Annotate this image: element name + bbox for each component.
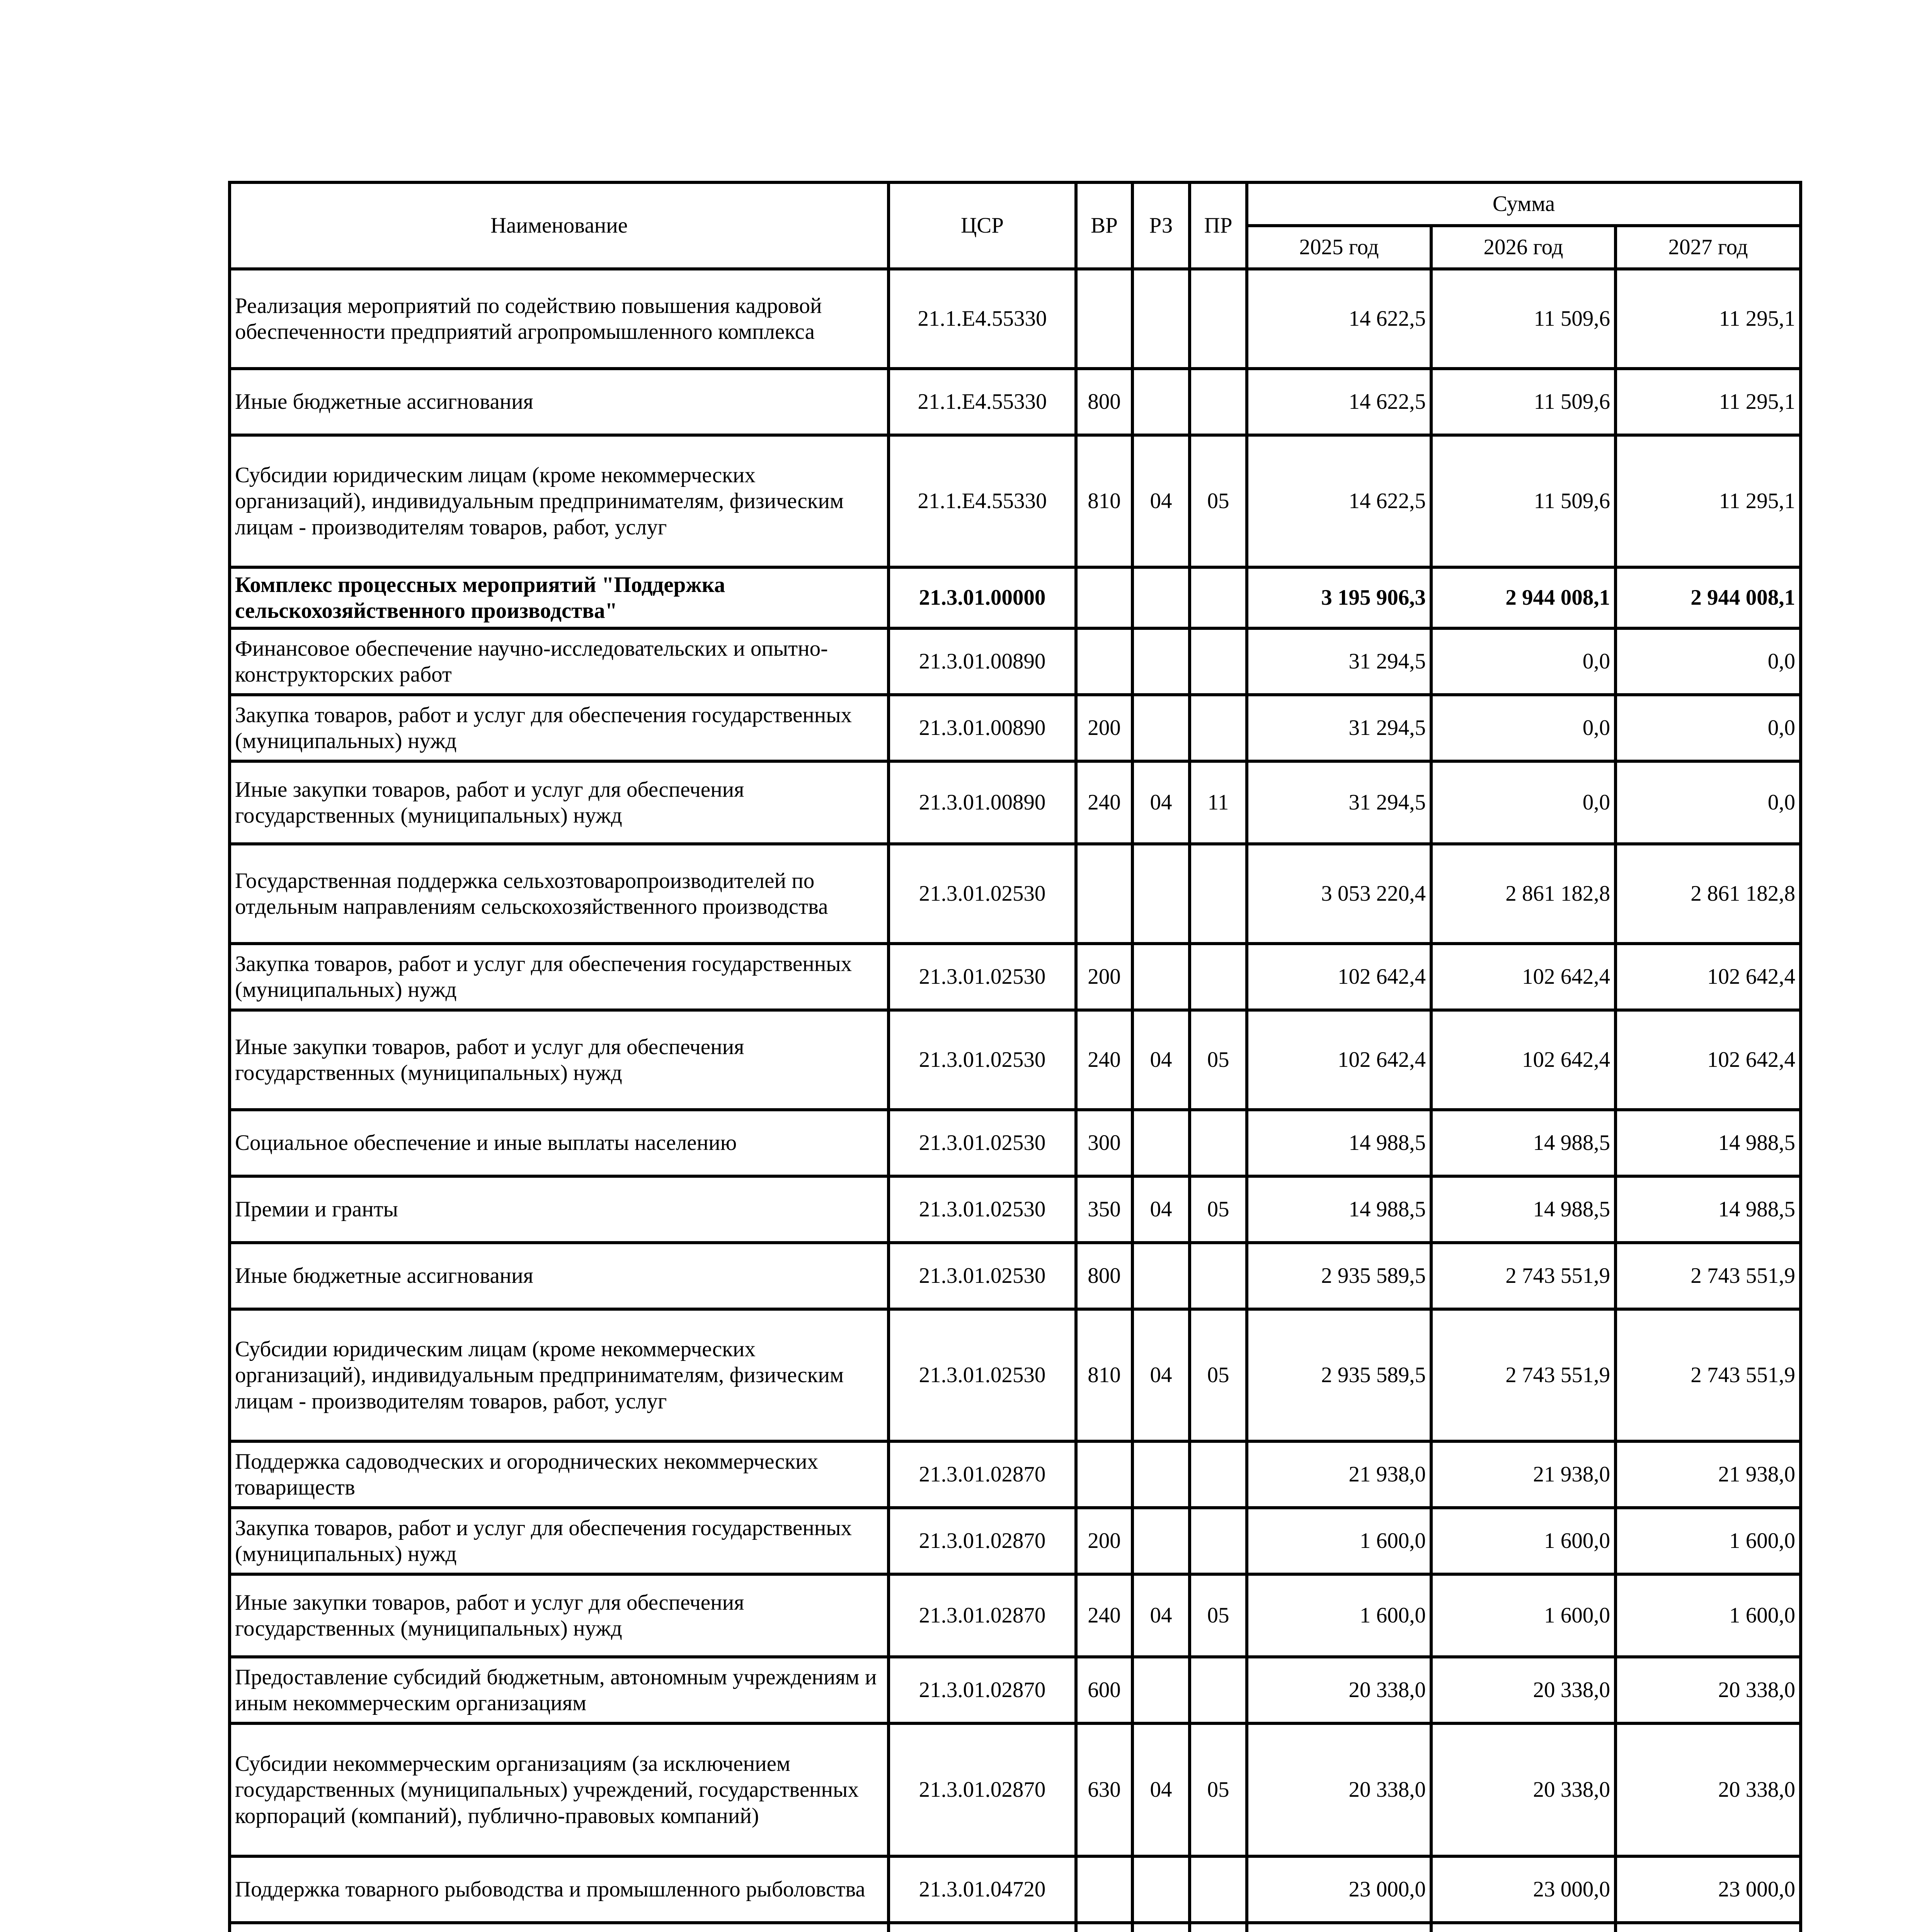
row-sum-2025: 2 935 589,5 [1247, 1243, 1431, 1309]
row-pr [1190, 269, 1247, 369]
row-sum-2026: 102 642,4 [1431, 944, 1616, 1010]
row-vr [1076, 567, 1132, 628]
row-sum-2026: 11 509,6 [1431, 269, 1616, 369]
row-pr [1190, 628, 1247, 695]
row-sum-2025: 20 338,0 [1247, 1657, 1431, 1723]
header-year-2026: 2026 год [1431, 226, 1616, 269]
table-row [230, 1508, 1801, 1574]
row-csr: 21.3.01.02870 [889, 1657, 1076, 1723]
table-row [230, 1441, 1801, 1508]
row-csr: 21.3.01.02530 [889, 1110, 1076, 1176]
row-csr: 21.3.01.00000 [889, 567, 1076, 628]
row-sum-2027: 102 642,4 [1616, 944, 1801, 1010]
row-sum-2027: 0,0 [1616, 761, 1801, 844]
header-name: Наименование [230, 182, 889, 269]
row-sum-2026: 0,0 [1431, 761, 1616, 844]
row-rz [1132, 1110, 1190, 1176]
row-sum-2026: 14 988,5 [1431, 1176, 1616, 1243]
row-vr: 200 [1076, 1508, 1132, 1574]
row-name: Иные закупки товаров, работ и услуг для обеспечения государственных (муниципальных) нужд [230, 1010, 889, 1110]
row-sum-2027 [1616, 1923, 1801, 1932]
row-name: Поддержка товарного рыбоводства и промышленного рыболовства [230, 1856, 889, 1923]
row-rz: 04 [1132, 1010, 1190, 1110]
row-pr [1190, 1856, 1247, 1923]
header-year-2025: 2025 год [1247, 226, 1431, 269]
row-pr: 05 [1190, 1176, 1247, 1243]
row-sum-2025: 102 642,4 [1247, 944, 1431, 1010]
row-rz: 04 [1132, 1309, 1190, 1441]
row-sum-2027: 102 642,4 [1616, 1010, 1801, 1110]
row-pr [1190, 695, 1247, 761]
table-row [230, 269, 1801, 369]
row-sum-2026: 2 743 551,9 [1431, 1309, 1616, 1441]
row-name: Поддержка садоводческих и огороднических некоммерческих товариществ [230, 1441, 889, 1508]
row-sum-2026: 20 338,0 [1431, 1657, 1616, 1723]
row-csr: 21.3.01.02530 [889, 1010, 1076, 1110]
table-row [230, 1856, 1801, 1923]
row-sum-2025: 1 600,0 [1247, 1574, 1431, 1657]
row-name: Премии и гранты [230, 1176, 889, 1243]
row-name: Иные закупки товаров, работ и услуг для обеспечения государственных (муниципальных) нужд [230, 1574, 889, 1657]
row-sum-2027: 0,0 [1616, 628, 1801, 695]
row-sum-2026: 23 000,0 [1431, 1856, 1616, 1923]
row-sum-2025: 102 642,4 [1247, 1010, 1431, 1110]
row-name: Субсидии юридическим лицам (кроме некоммерческих организаций), индивидуальным предпринимателям, физическим лицам - производителям товаров, работ, услуг [230, 435, 889, 567]
row-csr: 21.3.01.02870 [889, 1508, 1076, 1574]
table-header [230, 182, 1801, 269]
row-sum-2027: 2 743 551,9 [1616, 1243, 1801, 1309]
table-row [230, 628, 1801, 695]
row-sum-2026: 11 509,6 [1431, 435, 1616, 567]
row-sum-2025: 31 294,5 [1247, 761, 1431, 844]
row-name: Реализация мероприятий по содействию повышения кадровой обеспеченности предприятий агропромышленного комплекса [230, 269, 889, 369]
row-sum-2025: 31 294,5 [1247, 628, 1431, 695]
row-pr [1190, 1441, 1247, 1508]
table-row [230, 761, 1801, 844]
row-pr [1190, 844, 1247, 944]
row-sum-2027: 23 000,0 [1616, 1856, 1801, 1923]
row-name: Субсидии юридическим лицам (кроме некоммерческих организаций), индивидуальным предпринимателям, физическим лицам - производителям товаров, работ, услуг [230, 1309, 889, 1441]
row-csr: 21.3.01.02870 [889, 1441, 1076, 1508]
row-csr: 21.3.01.04720 [889, 1856, 1076, 1923]
row-pr: 11 [1190, 761, 1247, 844]
row-name: Иные бюджетные ассигнования [230, 1243, 889, 1309]
row-sum-2026: 1 600,0 [1431, 1508, 1616, 1574]
row-sum-2026: 0,0 [1431, 628, 1616, 695]
row-rz [1132, 269, 1190, 369]
row-name: Иные бюджетные ассигнования [230, 369, 889, 435]
row-sum-2027: 2 861 182,8 [1616, 844, 1801, 944]
row-sum-2027: 14 988,5 [1616, 1110, 1801, 1176]
row-pr: 05 [1190, 1309, 1247, 1441]
row-csr: 21.3.01.02530 [889, 844, 1076, 944]
table-row [230, 369, 1801, 435]
table-row [230, 1657, 1801, 1723]
header-vr: ВР [1076, 182, 1132, 269]
row-vr [1076, 269, 1132, 369]
row-pr [1190, 1243, 1247, 1309]
table-row [230, 695, 1801, 761]
row-csr: 21.3.01.00890 [889, 628, 1076, 695]
row-vr: 300 [1076, 1110, 1132, 1176]
row-rz: 04 [1132, 1574, 1190, 1657]
row-vr [1076, 1441, 1132, 1508]
row-name: Закупка товаров, работ и услуг для обеспечения государственных (муниципальных) нужд [230, 944, 889, 1010]
row-sum-2025: 14 988,5 [1247, 1110, 1431, 1176]
row-rz [1132, 1441, 1190, 1508]
row-vr [1076, 628, 1132, 695]
row-name: Финансовое обеспечение научно-исследовательских и опытно-конструкторских работ [230, 628, 889, 695]
row-pr: 05 [1190, 1010, 1247, 1110]
table-row [230, 944, 1801, 1010]
row-rz: 04 [1132, 435, 1190, 567]
row-sum-2026: 21 938,0 [1431, 1441, 1616, 1508]
table-row [230, 1574, 1801, 1657]
row-sum-2027: 2 944 008,1 [1616, 567, 1801, 628]
row-sum-2025: 14 622,5 [1247, 269, 1431, 369]
row-vr: 240 [1076, 761, 1132, 844]
row-csr: 21.1.Е4.55330 [889, 369, 1076, 435]
row-vr: 800 [1076, 1243, 1132, 1309]
row-sum-2027: 11 295,1 [1616, 369, 1801, 435]
row-csr: 21.3.01.02530 [889, 1243, 1076, 1309]
header-rz: РЗ [1132, 182, 1190, 269]
row-vr: 200 [1076, 695, 1132, 761]
row-pr [1190, 567, 1247, 628]
row-pr [1190, 1657, 1247, 1723]
row-csr: 21.3.01.02530 [889, 1176, 1076, 1243]
row-sum-2025: 20 338,0 [1247, 1723, 1431, 1856]
table-row [230, 844, 1801, 944]
row-sum-2027: 11 295,1 [1616, 435, 1801, 567]
row-sum-2027: 21 938,0 [1616, 1441, 1801, 1508]
row-sum-2025: 14 988,5 [1247, 1176, 1431, 1243]
row-sum-2026: 0,0 [1431, 695, 1616, 761]
row-vr: 600 [1076, 1657, 1132, 1723]
row-pr [1190, 1110, 1247, 1176]
header-year-2027: 2027 год [1616, 226, 1801, 269]
row-csr: 21.3.01.02870 [889, 1574, 1076, 1657]
row-sum-2027: 1 600,0 [1616, 1574, 1801, 1657]
table-row [230, 1309, 1801, 1441]
row-rz [1132, 628, 1190, 695]
row-csr: 21.3.01.02870 [889, 1723, 1076, 1856]
row-sum-2025: 2 935 589,5 [1247, 1309, 1431, 1441]
row-sum-2026: 1 600,0 [1431, 1574, 1616, 1657]
budget-table [228, 181, 1802, 1932]
table-row [230, 1243, 1801, 1309]
row-name: Государственная поддержка сельхозтоваропроизводителей по отдельным направлениям сельскохозяйственного производства [230, 844, 889, 944]
table-row [230, 1110, 1801, 1176]
row-vr: 810 [1076, 1309, 1132, 1441]
table-row [230, 567, 1801, 628]
row-vr: 630 [1076, 1723, 1132, 1856]
row-csr: 21.1.Е4.55330 [889, 435, 1076, 567]
row-name: Закупка товаров, работ и услуг для обеспечения государственных (муниципальных) нужд [230, 1508, 889, 1574]
row-pr [1190, 369, 1247, 435]
row-name: Социальное обеспечение и иные выплаты населению [230, 1110, 889, 1176]
row-sum-2026: 20 338,0 [1431, 1723, 1616, 1856]
row-sum-2026 [1431, 1923, 1616, 1932]
row-sum-2026: 102 642,4 [1431, 1010, 1616, 1110]
row-pr: 05 [1190, 435, 1247, 567]
row-sum-2027: 1 600,0 [1616, 1508, 1801, 1574]
row-rz [1132, 1243, 1190, 1309]
row-rz: 04 [1132, 1723, 1190, 1856]
row-sum-2025: 23 000,0 [1247, 1856, 1431, 1923]
row-vr [1076, 1923, 1132, 1932]
table-row [230, 1176, 1801, 1243]
table-body [230, 269, 1801, 1932]
row-name: Предоставление субсидий бюджетным, автономным учреждениям и иным некоммерческим организациям [230, 1657, 889, 1723]
row-sum-2025: 3 195 906,3 [1247, 567, 1431, 628]
table-row [230, 435, 1801, 567]
row-sum-2025: 14 622,5 [1247, 369, 1431, 435]
row-csr: 21.3.01.02530 [889, 1309, 1076, 1441]
row-sum-2026: 2 743 551,9 [1431, 1243, 1616, 1309]
table-row [230, 1723, 1801, 1856]
row-vr [1076, 844, 1132, 944]
row-rz [1132, 695, 1190, 761]
row-vr: 240 [1076, 1574, 1132, 1657]
row-sum-2025 [1247, 1923, 1431, 1932]
row-rz [1132, 1657, 1190, 1723]
row-vr: 240 [1076, 1010, 1132, 1110]
row-sum-2025: 21 938,0 [1247, 1441, 1431, 1508]
row-name: Закупка товаров, работ и услуг для обеспечения государственных (муниципальных) нужд [230, 695, 889, 761]
row-pr [1190, 1508, 1247, 1574]
row-rz [1132, 1856, 1190, 1923]
row-name: Субсидии некоммерческим организациям (за исключением государственных (муниципальных) учреждений, государственных корпораций (компаний), публично-правовых компаний) [230, 1723, 889, 1856]
table-row [230, 1923, 1801, 1932]
row-rz: 04 [1132, 1176, 1190, 1243]
row-rz [1132, 944, 1190, 1010]
row-name: Комплекс процессных мероприятий "Поддержка сельскохозяйственного производства" [230, 567, 889, 628]
header-pr: ПР [1190, 182, 1247, 269]
row-sum-2026: 14 988,5 [1431, 1110, 1616, 1176]
row-name [230, 1923, 889, 1932]
row-rz [1132, 1508, 1190, 1574]
row-csr [889, 1923, 1076, 1932]
row-sum-2026: 2 944 008,1 [1431, 567, 1616, 628]
row-pr: 05 [1190, 1574, 1247, 1657]
row-rz: 04 [1132, 761, 1190, 844]
row-sum-2027: 20 338,0 [1616, 1723, 1801, 1856]
row-csr: 21.3.01.02530 [889, 944, 1076, 1010]
row-rz [1132, 369, 1190, 435]
row-sum-2025: 3 053 220,4 [1247, 844, 1431, 944]
row-csr: 21.1.Е4.55330 [889, 269, 1076, 369]
row-sum-2027: 14 988,5 [1616, 1176, 1801, 1243]
row-rz [1132, 1923, 1190, 1932]
row-rz [1132, 567, 1190, 628]
row-pr [1190, 1923, 1247, 1932]
row-vr: 810 [1076, 435, 1132, 567]
row-sum-2027: 2 743 551,9 [1616, 1309, 1801, 1441]
row-sum-2027: 11 295,1 [1616, 269, 1801, 369]
row-csr: 21.3.01.00890 [889, 761, 1076, 844]
row-rz [1132, 844, 1190, 944]
row-sum-2025: 31 294,5 [1247, 695, 1431, 761]
row-vr: 200 [1076, 944, 1132, 1010]
row-sum-2025: 1 600,0 [1247, 1508, 1431, 1574]
row-vr: 800 [1076, 369, 1132, 435]
row-sum-2027: 20 338,0 [1616, 1657, 1801, 1723]
row-vr [1076, 1856, 1132, 1923]
row-pr [1190, 944, 1247, 1010]
row-pr: 05 [1190, 1723, 1247, 1856]
row-sum-2026: 2 861 182,8 [1431, 844, 1616, 944]
row-csr: 21.3.01.00890 [889, 695, 1076, 761]
header-sum: Сумма [1247, 182, 1801, 226]
table-row [230, 1010, 1801, 1110]
row-sum-2025: 14 622,5 [1247, 435, 1431, 567]
row-vr: 350 [1076, 1176, 1132, 1243]
row-sum-2027: 0,0 [1616, 695, 1801, 761]
header-csr: ЦСР [889, 182, 1076, 269]
row-name: Иные закупки товаров, работ и услуг для обеспечения государственных (муниципальных) нужд [230, 761, 889, 844]
row-sum-2026: 11 509,6 [1431, 369, 1616, 435]
